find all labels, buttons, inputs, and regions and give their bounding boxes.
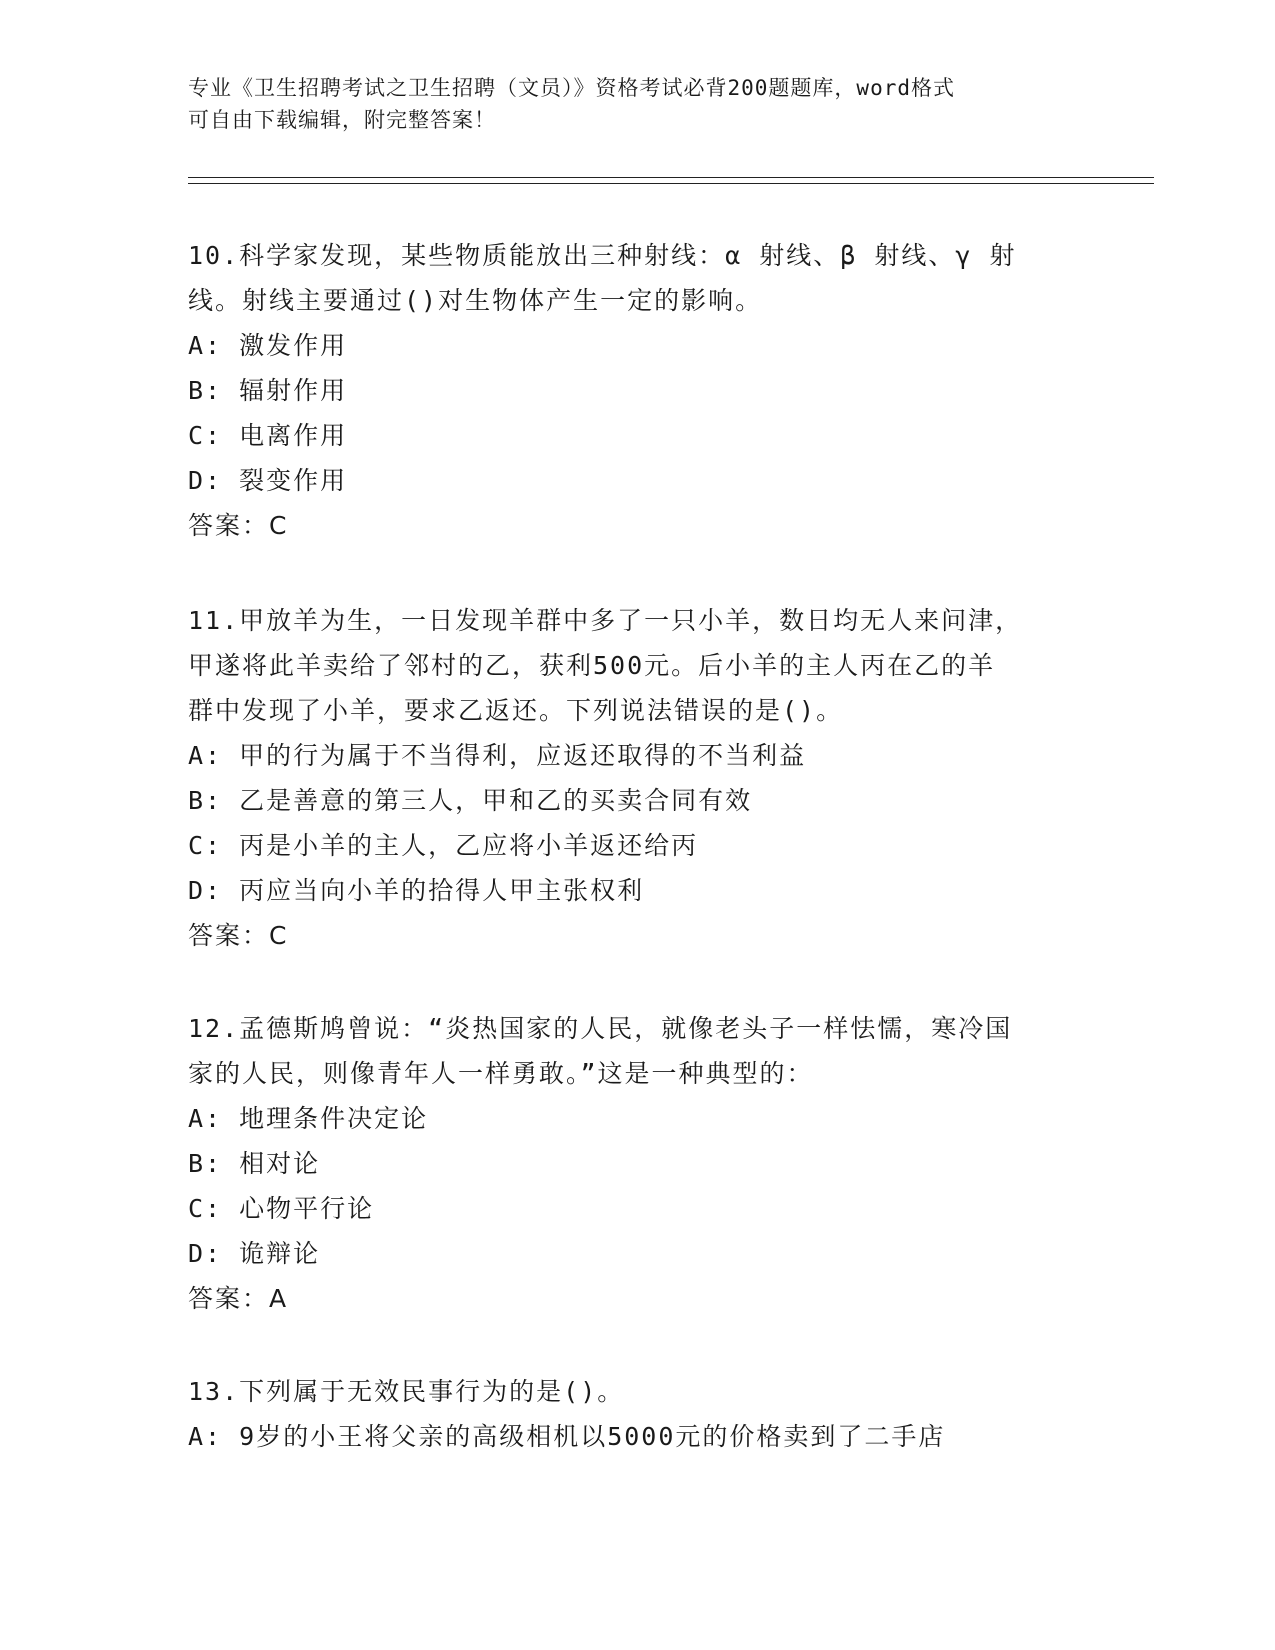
question-stem: 11.甲放羊为生，一日发现羊群中多了一只小羊，数日均无人来问津， (188, 606, 1023, 635)
header-line-1: 专业《卫生招聘考试之卫生招聘（文员）》资格考试必背200题题库，word格式 (188, 76, 955, 100)
question-stem: 甲遂将此羊卖给了邻村的乙，获利500元。后小羊的主人丙在乙的羊 (188, 651, 996, 680)
option-c: C: 心物平行论 (188, 1194, 375, 1223)
question-stem: 群中发现了小羊，要求乙返还。下列说法错误的是()。 (188, 696, 844, 725)
question-12 (188, 1006, 1088, 1321)
header-divider-top (188, 177, 1154, 178)
option-d: D: 丙应当向小羊的拾得人甲主张权利 (188, 876, 645, 905)
question-stem: 10.科学家发现，某些物质能放出三种射线：α 射线、β 射线、γ 射 (188, 241, 1017, 270)
question-11 (188, 598, 1088, 958)
option-b: B: 辐射作用 (188, 376, 348, 405)
question-stem: 线。射线主要通过()对生物体产生一定的影响。 (188, 286, 763, 315)
answer-line: 答案：A (188, 1284, 289, 1313)
question-stem: 13.下列属于无效民事行为的是()。 (188, 1377, 625, 1406)
question-13 (188, 1369, 1088, 1459)
option-a: A: 9岁的小王将父亲的高级相机以5000元的价格卖到了二手店 (188, 1422, 946, 1451)
document-header (188, 72, 1088, 136)
option-c: C: 丙是小羊的主人，乙应将小羊返还给丙 (188, 831, 699, 860)
header-line-2: 可自由下载编辑，附完整答案！ (188, 108, 496, 132)
option-a: A: 地理条件决定论 (188, 1104, 429, 1133)
header-divider-bottom (188, 183, 1154, 184)
option-c: C: 电离作用 (188, 421, 348, 450)
answer-line: 答案：C (188, 511, 289, 540)
option-d: D: 裂变作用 (188, 466, 348, 495)
option-b: B: 相对论 (188, 1149, 321, 1178)
option-d: D: 诡辩论 (188, 1239, 321, 1268)
option-a: A: 激发作用 (188, 331, 348, 360)
option-a: A: 甲的行为属于不当得利，应返还取得的不当利益 (188, 741, 807, 770)
option-b: B: 乙是善意的第三人，甲和乙的买卖合同有效 (188, 786, 753, 815)
question-stem: 12.孟德斯鸠曾说：“炎热国家的人民，就像老头子一样怯懦，寒冷国 (188, 1014, 1013, 1043)
answer-line: 答案：C (188, 921, 289, 950)
question-stem: 家的人民，则像青年人一样勇敢。”这是一种典型的： (188, 1059, 814, 1088)
question-10 (188, 233, 1088, 548)
